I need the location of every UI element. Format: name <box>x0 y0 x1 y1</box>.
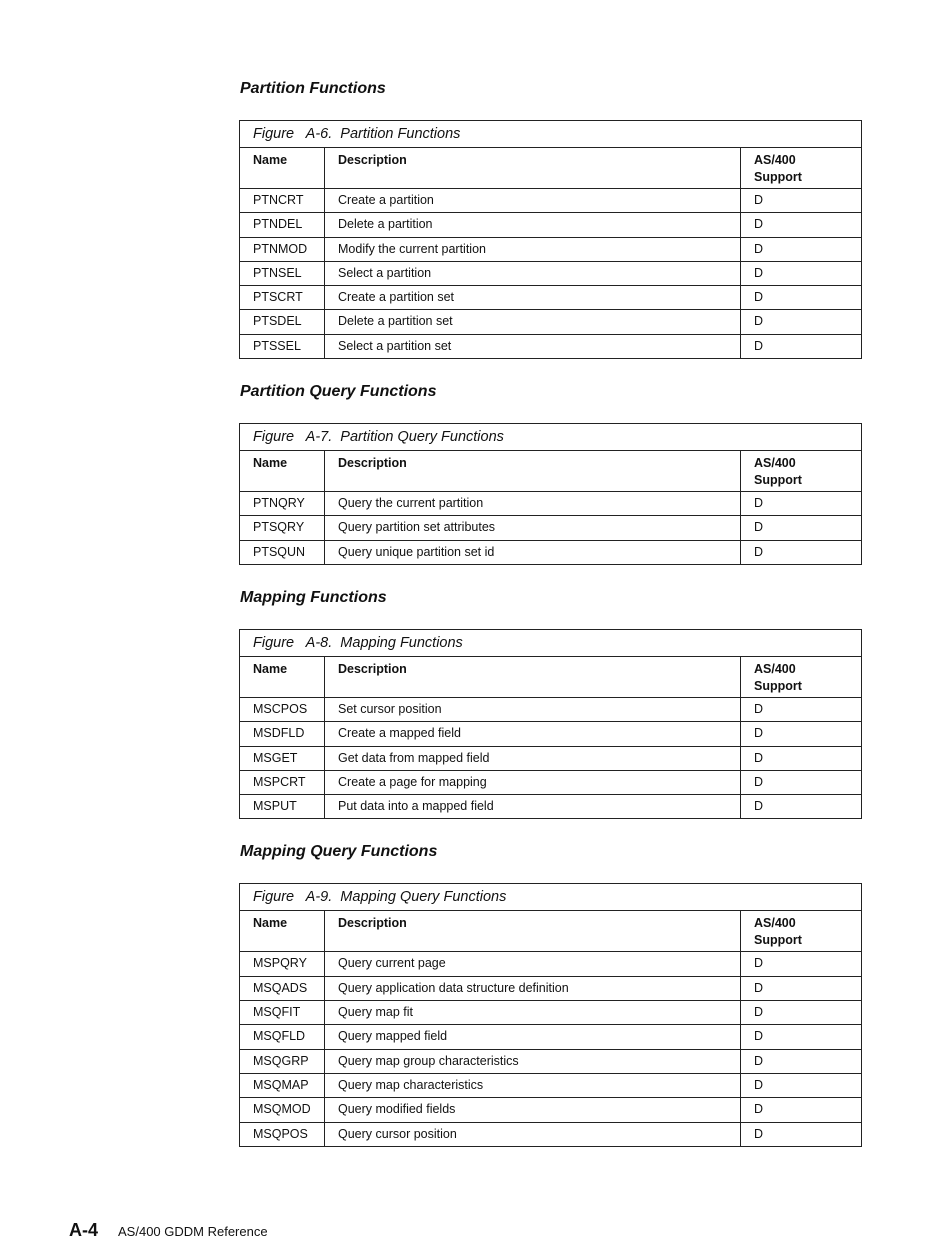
function-name: PTNMOD <box>240 238 325 261</box>
function-support: D <box>754 1029 764 1044</box>
function-description: Select a partition set <box>325 335 741 358</box>
column-header-description: Description <box>325 911 741 951</box>
column-header-support-line2: Support <box>754 170 802 184</box>
table-row <box>240 951 861 975</box>
function-name: MSGET <box>240 747 325 770</box>
table-row <box>240 309 861 333</box>
function-support: D <box>754 1053 764 1068</box>
table-row <box>240 237 861 261</box>
function-name: MSPCRT <box>240 771 325 794</box>
column-header-support <box>741 451 861 491</box>
function-name: PTSCRT <box>240 286 325 309</box>
column-header-support-line1: AS/400 <box>754 661 796 676</box>
section-partition-query-functions <box>239 381 862 565</box>
section-heading: Mapping Query Functions <box>240 843 438 861</box>
table-row <box>240 261 861 285</box>
function-description: Set cursor position <box>325 698 741 721</box>
table-row <box>240 976 861 1000</box>
table-row <box>240 1024 861 1048</box>
function-name: MSPQRY <box>240 952 325 975</box>
table-row <box>240 1000 861 1024</box>
function-support: D <box>754 701 764 716</box>
page-number: A-4 <box>69 1220 99 1240</box>
column-header-support-line2: Support <box>754 473 802 488</box>
function-support: D <box>754 1102 764 1117</box>
function-support: D <box>754 265 764 280</box>
function-name: PTNDEL <box>240 213 325 236</box>
table-row <box>240 540 861 564</box>
page-content <box>239 78 862 1169</box>
table-row <box>240 491 861 515</box>
figure-table <box>239 629 862 819</box>
column-header-support-line2: Support <box>754 678 802 693</box>
function-description: Query unique partition set id <box>325 541 741 564</box>
function-support: D <box>754 338 764 353</box>
function-description: Query map characteristics <box>325 1074 741 1097</box>
table-header-row <box>240 911 861 951</box>
column-header-description: Description <box>325 657 741 697</box>
function-name: MSCPOS <box>240 698 325 721</box>
function-name: PTSSEL <box>240 335 325 358</box>
function-description: Query modified fields <box>325 1098 741 1121</box>
table-row <box>240 212 861 236</box>
column-header-support-line1: AS/400 <box>754 456 796 471</box>
function-name: PTNCRT <box>240 189 325 212</box>
function-description: Create a mapped field <box>325 722 741 745</box>
figure-caption: Figure A-6. Partition Functions <box>240 121 861 148</box>
section-heading: Partition Functions <box>240 80 386 97</box>
figure-table <box>239 120 862 359</box>
table-row <box>240 697 861 721</box>
function-support: D <box>754 314 764 329</box>
function-description: Query map fit <box>325 1001 741 1024</box>
function-name: MSQMAP <box>240 1074 325 1097</box>
column-header-support-line2: Support <box>754 933 802 948</box>
column-header-support-line1: AS/400 <box>754 153 796 167</box>
function-support: D <box>754 217 764 232</box>
function-support: D <box>754 193 764 207</box>
figure-caption: Figure A-7. Partition Query Functions <box>240 424 861 451</box>
table-row <box>240 334 861 358</box>
section-partition-functions <box>239 78 862 359</box>
function-name: MSQADS <box>240 977 325 1000</box>
function-name: MSDFLD <box>240 722 325 745</box>
column-header-description: Description <box>325 451 741 491</box>
function-name: MSQMOD <box>240 1098 325 1121</box>
table-row <box>240 1049 861 1073</box>
column-header-support-line1: AS/400 <box>754 916 796 931</box>
table-header-row <box>240 451 861 491</box>
column-header-name: Name <box>240 911 325 951</box>
table-row <box>240 746 861 770</box>
function-support: D <box>754 726 764 741</box>
figure-table <box>239 423 862 565</box>
column-header-name: Name <box>240 451 325 491</box>
table-row <box>240 1073 861 1097</box>
table-row <box>240 794 861 818</box>
column-header-support <box>741 657 861 697</box>
table-row <box>240 515 861 539</box>
function-description: Modify the current partition <box>325 238 741 261</box>
function-support: D <box>754 774 764 789</box>
table-header-row <box>240 657 861 697</box>
table-row <box>240 770 861 794</box>
function-support: D <box>754 1126 764 1141</box>
function-support: D <box>754 496 764 511</box>
function-name: PTSDEL <box>240 310 325 333</box>
function-support: D <box>754 956 764 971</box>
figure-caption: Figure A-8. Mapping Functions <box>240 630 861 657</box>
function-description: Get data from mapped field <box>325 747 741 770</box>
function-support: D <box>754 980 764 995</box>
column-header-support <box>741 148 861 188</box>
function-description: Select a partition <box>325 262 741 285</box>
function-name: PTNQRY <box>240 492 325 515</box>
function-description: Query current page <box>325 952 741 975</box>
function-name: MSQGRP <box>240 1050 325 1073</box>
function-description: Query application data structure definition <box>325 977 741 1000</box>
function-support: D <box>754 544 764 559</box>
function-description: Query the current partition <box>325 492 741 515</box>
table-row <box>240 721 861 745</box>
column-header-support <box>741 911 861 951</box>
function-support: D <box>754 750 764 765</box>
section-mapping-functions <box>239 587 862 819</box>
page-footer <box>69 1220 268 1244</box>
column-header-name: Name <box>240 657 325 697</box>
function-support: D <box>754 1005 764 1020</box>
function-description: Create a page for mapping <box>325 771 741 794</box>
column-header-name: Name <box>240 148 325 188</box>
function-description: Delete a partition <box>325 213 741 236</box>
figure-table <box>239 883 862 1146</box>
function-name: MSQFIT <box>240 1001 325 1024</box>
book-title: AS/400 GDDM Reference <box>118 1224 268 1239</box>
function-support: D <box>754 799 764 814</box>
figure-caption: Figure A-9. Mapping Query Functions <box>240 884 861 911</box>
table-row <box>240 1097 861 1121</box>
function-support: D <box>754 1077 764 1092</box>
function-description: Query cursor position <box>325 1123 741 1146</box>
function-description: Query mapped field <box>325 1025 741 1048</box>
column-header-description: Description <box>325 148 741 188</box>
function-description: Query partition set attributes <box>325 516 741 539</box>
function-support: D <box>754 241 764 256</box>
function-name: PTSQUN <box>240 541 325 564</box>
section-heading: Partition Query Functions <box>240 383 437 401</box>
function-description: Create a partition <box>325 189 741 212</box>
table-row <box>240 188 861 212</box>
function-description: Create a partition set <box>325 286 741 309</box>
function-name: MSQFLD <box>240 1025 325 1048</box>
section-mapping-query-functions <box>239 841 862 1146</box>
function-description: Put data into a mapped field <box>325 795 741 818</box>
section-heading: Mapping Functions <box>240 588 387 606</box>
function-description: Query map group characteristics <box>325 1050 741 1073</box>
table-header-row <box>240 148 861 188</box>
function-support: D <box>754 290 764 305</box>
function-support: D <box>754 520 764 535</box>
table-row <box>240 285 861 309</box>
function-name: MSPUT <box>240 795 325 818</box>
function-name: PTSQRY <box>240 516 325 539</box>
function-name: PTNSEL <box>240 262 325 285</box>
table-row <box>240 1122 861 1146</box>
function-description: Delete a partition set <box>325 310 741 333</box>
function-name: MSQPOS <box>240 1123 325 1146</box>
